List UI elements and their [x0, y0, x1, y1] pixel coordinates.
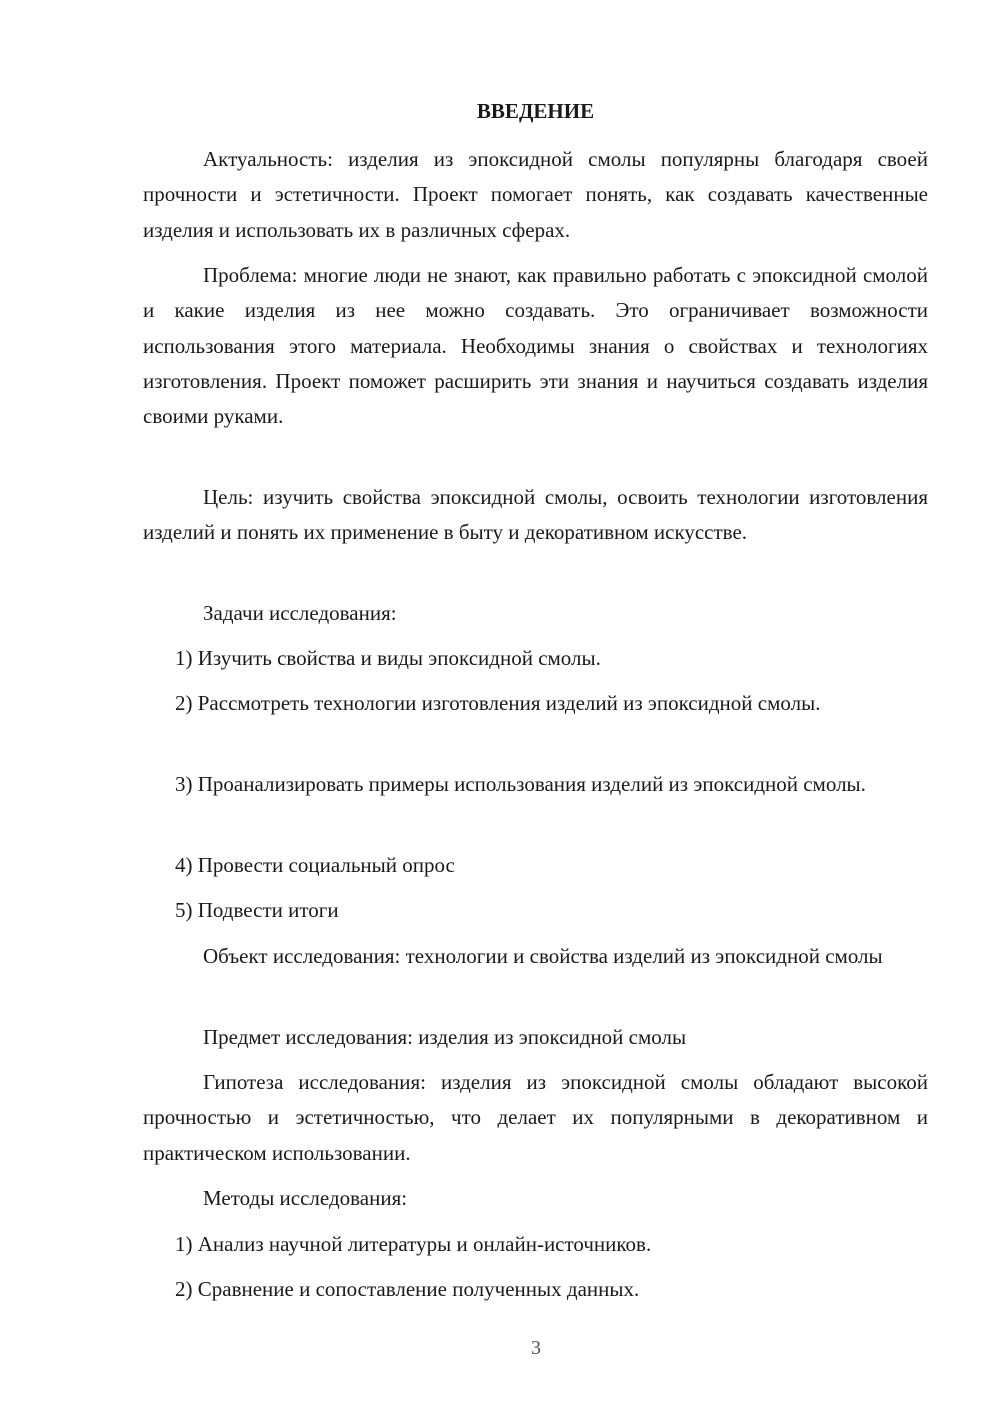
task-item-2: 2) Рассмотреть технологии изготовления изделий из эпоксидной смолы.	[175, 691, 821, 715]
problem-paragraph: Проблема: многие люди не знают, как правильно работать с эпоксидной смолой и какие изделия из нее можно создавать. Это ограничивает возможности использования этого материала. Необходимы знания о свойствах и технологиях изготовления. Проект поможет расширить эти знания и научиться создавать изделия своими руками.	[143, 263, 928, 429]
tasks-heading: Задачи исследования:	[203, 601, 397, 625]
relevance-paragraph: Актуальность: изделия из эпоксидной смолы популярны благодаря своей прочности и эстетичности. Проект помогает понять, как создавать качественные изделия и использовать их в различных сферах.	[143, 147, 928, 242]
method-item-2: 2) Сравнение и сопоставление полученных данных.	[175, 1277, 640, 1301]
task-item-4: 4) Провести социальный опрос	[175, 853, 455, 877]
page-number: 3	[531, 1337, 541, 1359]
method-item-1: 1) Анализ научной литературы и онлайн-источников.	[175, 1232, 652, 1256]
task-item-3: 3) Проанализировать примеры использования изделий из эпоксидной смолы.	[175, 772, 866, 796]
task-item-5: 5) Подвести итоги	[175, 898, 339, 922]
methods-heading: Методы исследования:	[203, 1186, 408, 1210]
goal-paragraph: Цель: изучить свойства эпоксидной смолы, освоить технологии изготовления изделий и понять их применение в быту и декоративном искусстве.	[143, 485, 928, 545]
task-item-1: 1) Изучить свойства и виды эпоксидной смолы.	[175, 646, 601, 670]
hypothesis-paragraph: Гипотеза исследования: изделия из эпоксидной смолы обладают высокой прочностью и эстетичностью, что делает их популярными в декоративном и практическом использовании.	[143, 1070, 928, 1165]
object-paragraph: Объект исследования: технологии и свойства изделий из эпоксидной смолы	[203, 944, 883, 968]
subject-paragraph: Предмет исследования: изделия из эпоксидной смолы	[203, 1025, 687, 1049]
section-title: ВВЕДЕНИЕ	[476, 99, 595, 123]
